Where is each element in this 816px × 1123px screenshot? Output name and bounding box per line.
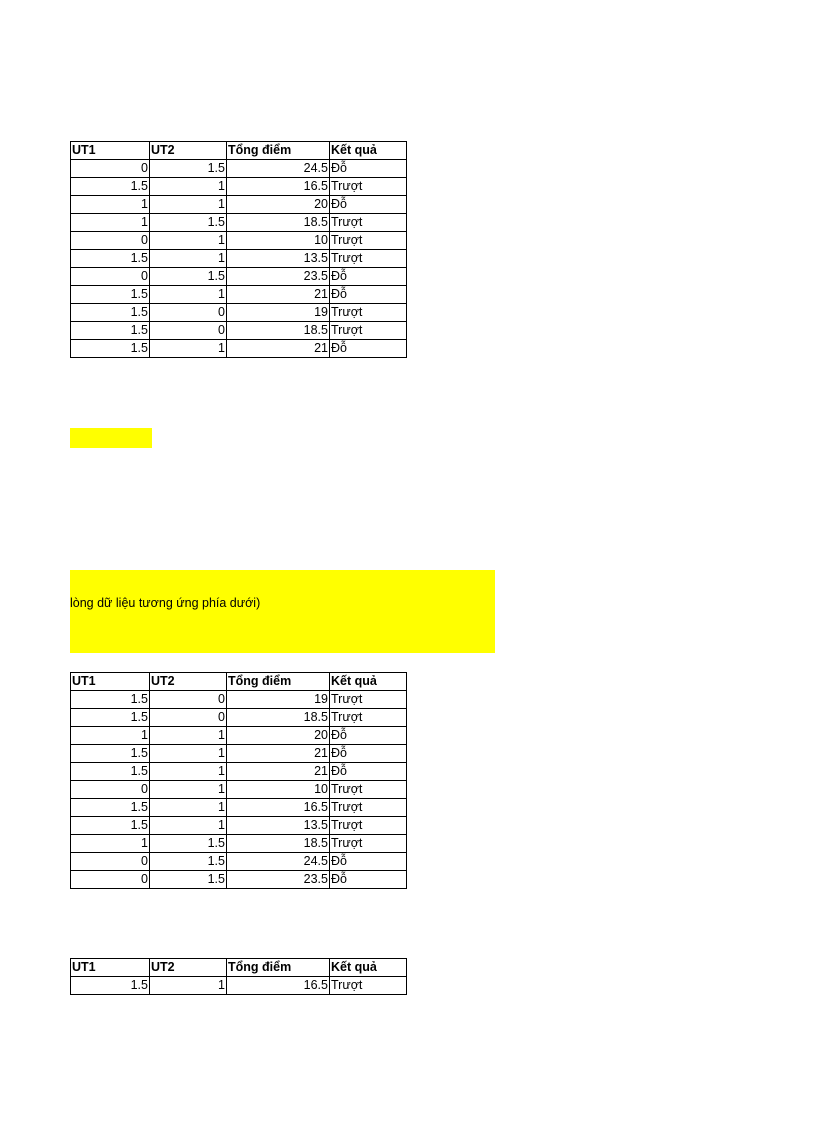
cell-total-score: 20 — [227, 196, 330, 214]
cell-total-score: 18.5 — [227, 322, 330, 340]
cell-result: Đỗ — [330, 268, 407, 286]
cell-result: Trượt — [330, 835, 407, 853]
cell-ut1: 1.5 — [71, 817, 150, 835]
cell-result: Trượt — [330, 709, 407, 727]
cell-result: Đỗ — [330, 763, 407, 781]
results-table-3 — [70, 958, 407, 995]
cell-ut2: 1.5 — [150, 853, 227, 871]
cell-ut1: 0 — [71, 853, 150, 871]
cell-result: Trượt — [330, 817, 407, 835]
header-ut1: UT1 — [71, 142, 150, 160]
cell-ut2: 1.5 — [150, 214, 227, 232]
cell-total-score: 21 — [227, 763, 330, 781]
table-row — [71, 799, 407, 817]
cell-total-score: 19 — [227, 304, 330, 322]
cell-ut1: 1 — [71, 727, 150, 745]
cell-result: Đỗ — [330, 196, 407, 214]
cell-ut2: 0 — [150, 322, 227, 340]
cell-ut2: 1 — [150, 799, 227, 817]
cell-ut1: 0 — [71, 232, 150, 250]
cell-ut1: 1.5 — [71, 799, 150, 817]
table-row — [71, 178, 407, 196]
cell-ut2: 1 — [150, 727, 227, 745]
cell-total-score: 18.5 — [227, 835, 330, 853]
cell-ut2: 1.5 — [150, 835, 227, 853]
cell-ut2: 1 — [150, 178, 227, 196]
header-ut2: UT2 — [150, 673, 227, 691]
cell-result: Trượt — [330, 214, 407, 232]
cell-ut1: 1.5 — [71, 304, 150, 322]
table-row — [71, 745, 407, 763]
instruction-text: lòng dữ liệu tương ứng phía dưới) — [70, 596, 261, 610]
cell-total-score: 21 — [227, 340, 330, 358]
cell-ut2: 1 — [150, 977, 227, 995]
cell-total-score: 10 — [227, 781, 330, 799]
table-row — [71, 727, 407, 745]
table-row — [71, 196, 407, 214]
cell-result: Đỗ — [330, 745, 407, 763]
cell-ut1: 0 — [71, 160, 150, 178]
cell-ut2: 1.5 — [150, 871, 227, 889]
cell-total-score: 18.5 — [227, 709, 330, 727]
cell-result: Đỗ — [330, 286, 407, 304]
cell-total-score: 23.5 — [227, 871, 330, 889]
cell-total-score: 24.5 — [227, 160, 330, 178]
cell-ut1: 1.5 — [71, 745, 150, 763]
header-result: Kết quả — [330, 673, 407, 691]
header-total-score: Tổng điểm — [227, 959, 330, 977]
header-row — [71, 959, 407, 977]
header-ut1: UT1 — [71, 959, 150, 977]
cell-ut1: 1 — [71, 214, 150, 232]
header-total-score: Tổng điểm — [227, 673, 330, 691]
cell-ut2: 0 — [150, 691, 227, 709]
header-result: Kết quả — [330, 142, 407, 160]
header-row — [71, 673, 407, 691]
cell-result: Trượt — [330, 322, 407, 340]
cell-ut1: 0 — [71, 781, 150, 799]
results-table-2 — [70, 672, 407, 889]
cell-ut1: 1.5 — [71, 178, 150, 196]
table-row — [71, 835, 407, 853]
table-row — [71, 232, 407, 250]
table-row — [71, 268, 407, 286]
table-row — [71, 691, 407, 709]
cell-ut1: 1 — [71, 835, 150, 853]
cell-total-score: 18.5 — [227, 214, 330, 232]
highlight-cell — [70, 428, 152, 448]
cell-ut2: 0 — [150, 304, 227, 322]
header-total-score: Tổng điểm — [227, 142, 330, 160]
cell-ut2: 1.5 — [150, 268, 227, 286]
cell-total-score: 21 — [227, 745, 330, 763]
cell-ut1: 0 — [71, 871, 150, 889]
cell-result: Đỗ — [330, 160, 407, 178]
cell-result: Trượt — [330, 691, 407, 709]
table-row — [71, 322, 407, 340]
table-row — [71, 871, 407, 889]
cell-ut1: 1.5 — [71, 340, 150, 358]
table-row — [71, 214, 407, 232]
table-row — [71, 763, 407, 781]
cell-ut2: 1 — [150, 781, 227, 799]
cell-total-score: 24.5 — [227, 853, 330, 871]
cell-ut2: 1 — [150, 745, 227, 763]
cell-total-score: 16.5 — [227, 977, 330, 995]
cell-ut1: 1.5 — [71, 709, 150, 727]
cell-ut1: 1.5 — [71, 691, 150, 709]
cell-ut2: 1 — [150, 196, 227, 214]
header-ut2: UT2 — [150, 959, 227, 977]
cell-ut2: 0 — [150, 709, 227, 727]
cell-result: Trượt — [330, 304, 407, 322]
cell-result: Trượt — [330, 232, 407, 250]
cell-total-score: 21 — [227, 286, 330, 304]
instruction-banner — [70, 570, 495, 653]
cell-ut1: 1.5 — [71, 977, 150, 995]
table-row — [71, 250, 407, 268]
cell-ut1: 0 — [71, 268, 150, 286]
table-row — [71, 709, 407, 727]
table-row — [71, 304, 407, 322]
cell-ut2: 1 — [150, 340, 227, 358]
cell-result: Trượt — [330, 799, 407, 817]
cell-result: Trượt — [330, 977, 407, 995]
cell-total-score: 20 — [227, 727, 330, 745]
cell-ut1: 1.5 — [71, 763, 150, 781]
cell-result: Đỗ — [330, 727, 407, 745]
cell-result: Đỗ — [330, 340, 407, 358]
table-row — [71, 340, 407, 358]
table-row — [71, 286, 407, 304]
cell-result: Đỗ — [330, 853, 407, 871]
cell-total-score: 13.5 — [227, 250, 330, 268]
header-result: Kết quả — [330, 959, 407, 977]
cell-result: Trượt — [330, 250, 407, 268]
cell-ut1: 1 — [71, 196, 150, 214]
cell-ut2: 1 — [150, 232, 227, 250]
header-row — [71, 142, 407, 160]
cell-ut2: 1 — [150, 763, 227, 781]
cell-ut2: 1 — [150, 817, 227, 835]
cell-result: Đỗ — [330, 871, 407, 889]
cell-total-score: 16.5 — [227, 178, 330, 196]
cell-ut2: 1 — [150, 250, 227, 268]
cell-total-score: 19 — [227, 691, 330, 709]
table-row — [71, 977, 407, 995]
header-ut2: UT2 — [150, 142, 227, 160]
header-ut1: UT1 — [71, 673, 150, 691]
cell-result: Trượt — [330, 178, 407, 196]
cell-ut2: 1.5 — [150, 160, 227, 178]
cell-ut1: 1.5 — [71, 322, 150, 340]
table-row — [71, 160, 407, 178]
cell-total-score: 10 — [227, 232, 330, 250]
table-row — [71, 853, 407, 871]
cell-total-score: 13.5 — [227, 817, 330, 835]
cell-result: Trượt — [330, 781, 407, 799]
table-row — [71, 781, 407, 799]
table-row — [71, 817, 407, 835]
cell-ut1: 1.5 — [71, 286, 150, 304]
results-table-1 — [70, 141, 407, 358]
cell-total-score: 23.5 — [227, 268, 330, 286]
cell-ut2: 1 — [150, 286, 227, 304]
cell-ut1: 1.5 — [71, 250, 150, 268]
cell-total-score: 16.5 — [227, 799, 330, 817]
